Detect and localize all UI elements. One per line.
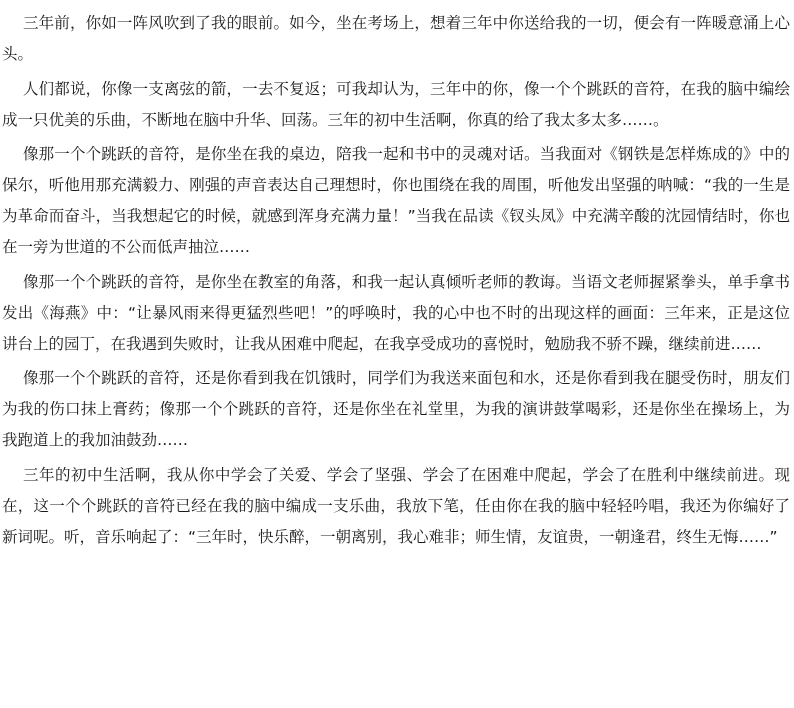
essay-paragraph-6: 三年的初中生活啊，我从你中学会了关爱、学会了坚强、学会了在困难中爬起，学会了在胜利中继续前进。现在，这一个个跳跃的音符已经在我的脑中编成一支乐曲，我放下笔，任由你在我的脑中轻轻吟唱，我还为你编好了新词呢。听，音乐响起了：“三年时，快乐醉，一朝离别，我心难非；师生情，友谊贵，一朝逢君，终生无悔……” xyxy=(2,465,790,546)
essay-paragraph-1: 三年前，你如一阵风吹到了我的眼前。如今，坐在考场上，想着三年中你送给我的一切，便会有一阵暖意涌上心头。 xyxy=(2,14,790,63)
essay-paragraph-2: 人们都说，你像一支离弦的箭，一去不复返；可我却认为，三年中的你，像一个个跳跃的音符，在我的脑中编绘成一只优美的乐曲，不断地在脑中升华、回荡。三年的初中生活啊，你真的给了我太多太多……。 xyxy=(2,79,790,129)
essay-paragraph-5: 像那一个个跳跃的音符，还是你看到我在饥饿时，同学们为我送来面包和水，还是你看到我在腿受伤时，朋友们为我的伤口抹上膏药；像那一个个跳跃的音符，还是你坐在礼堂里，为我的演讲鼓掌喝彩，还是你坐在操场上，为我跑道上的我加油鼓劲…… xyxy=(2,369,790,450)
essay-paragraph-3: 像那一个个跳跃的音符，是你坐在我的桌边，陪我一起和书中的灵魂对话。当我面对《钢铁是怎样炼成的》中的保尔，听他用那充满毅力、刚强的声音表达自己理想时，你也围绕在我的周围，听他发出坚强的呐喊：“我的一生是为革命而奋斗，当我想起它的时候，就感到浑身充满力量！”当我在品读《钗头凤》中充满辛酸的沈园情结时，你也在一旁为世道的不公而低声抽泣…… xyxy=(2,145,790,257)
essay-paragraph-4: 像那一个个跳跃的音符，是你坐在教室的角落，和我一起认真倾听老师的教诲。当语文老师握紧拳头，单手拿书发出《海燕》中：“让暴风雨来得更猛烈些吧！”的呼唤时，我的心中也不时的出现这样的画面：三年来，正是这位讲台上的园丁，在我遇到失败时，让我从困难中爬起，在我享受成功的喜悦时，勉励我不骄不躁，继续前进…… xyxy=(2,272,790,353)
